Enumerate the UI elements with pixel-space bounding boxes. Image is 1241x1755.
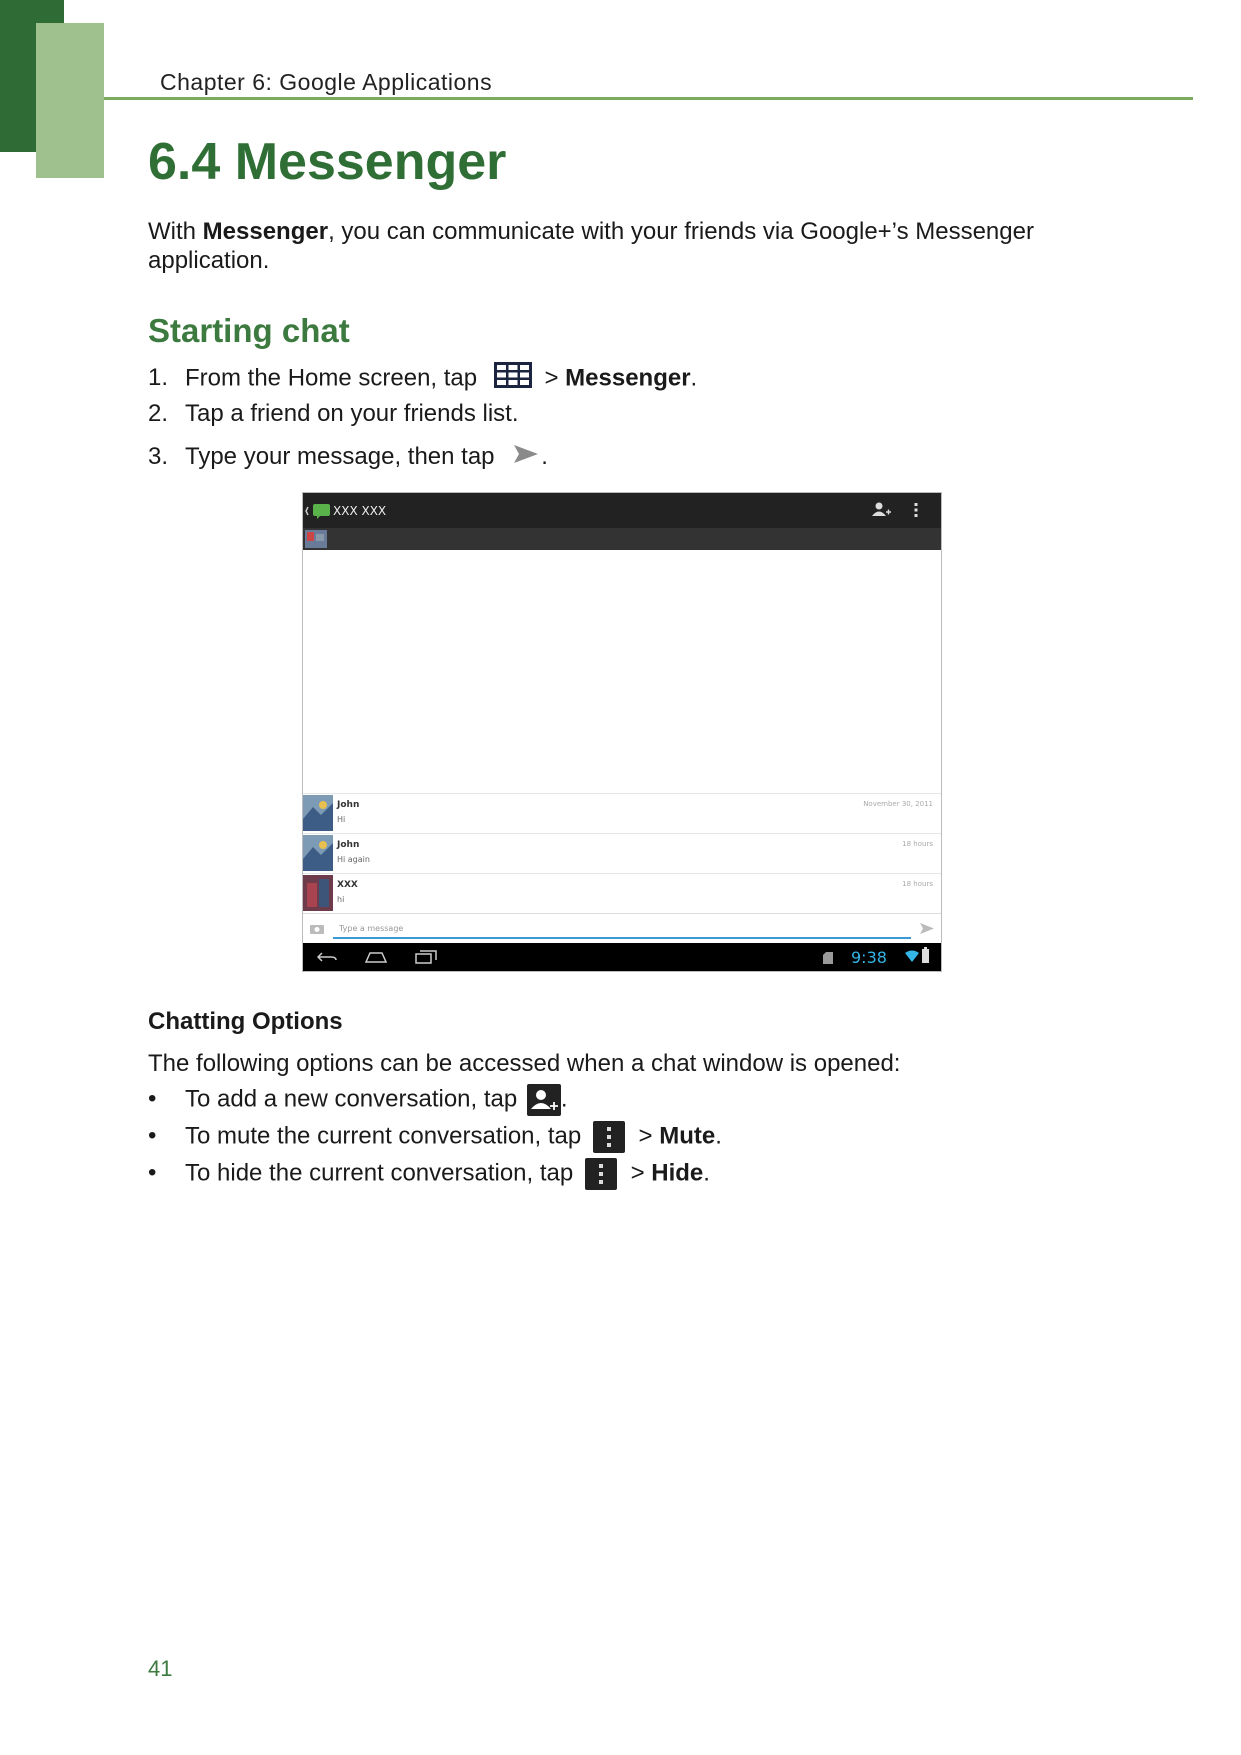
message-item[interactable]: John Hi November 30, 2011 — [303, 793, 941, 833]
bullet-mute-conversation: • To mute the current conversation, tap > Mute. — [148, 1121, 722, 1153]
back-icon[interactable] — [317, 951, 337, 963]
sd-card-icon — [823, 952, 833, 964]
header-rule — [104, 97, 1193, 100]
send-icon — [513, 443, 539, 473]
overflow-menu-icon — [593, 1121, 625, 1153]
participant-avatar — [305, 530, 327, 548]
battery-icon — [922, 947, 929, 963]
screenshot-action-bar — [303, 493, 941, 528]
page-title: 6.4 Messenger — [148, 133, 507, 191]
overflow-menu-icon — [913, 501, 919, 519]
add-person-icon — [871, 501, 891, 519]
chat-contact-title: XXX XXX — [333, 504, 387, 518]
bullet-add-conversation: • To add a new conversation, tap . — [148, 1084, 568, 1116]
add-person-icon — [527, 1084, 561, 1116]
messenger-app-icon — [305, 502, 331, 520]
messenger-screenshot — [302, 492, 942, 972]
step-2: 2. Tap a friend on your friends list. — [148, 400, 519, 427]
recent-apps-icon[interactable] — [415, 950, 437, 964]
system-nav-bar — [303, 943, 941, 971]
status-clock: 9:38 — [851, 948, 887, 967]
wifi-icon — [905, 950, 919, 962]
input-underline — [333, 937, 911, 939]
contact-avatar — [303, 795, 333, 831]
camera-icon[interactable] — [310, 923, 324, 934]
message-item[interactable]: XXX hi 18 hours — [303, 873, 941, 913]
contact-avatar — [303, 835, 333, 871]
starting-chat-heading: Starting chat — [148, 312, 350, 349]
home-icon[interactable] — [365, 951, 387, 963]
bullet-hide-conversation: • To hide the current conversation, tap > Hide. — [148, 1158, 710, 1190]
step-3: 3. Type your message, then tap . — [148, 442, 548, 473]
contact-avatar — [303, 875, 333, 911]
chapter-tab-light — [36, 23, 104, 178]
chatting-options-heading: Chatting Options — [148, 1008, 343, 1035]
overflow-menu-icon — [585, 1158, 617, 1190]
chapter-header: Chapter 6: Google Applications — [160, 69, 493, 95]
compose-bar — [303, 913, 941, 944]
step-1: 1. From the Home screen, tap > Messenger. — [148, 362, 697, 396]
send-icon[interactable] — [919, 922, 935, 935]
apps-grid-icon — [494, 362, 532, 396]
message-input[interactable]: Type a message — [339, 924, 404, 933]
page-number: 41 — [148, 1656, 173, 1681]
chatting-options-intro: The following options can be accessed when a chat window is opened: — [148, 1050, 901, 1077]
intro-paragraph: With Messenger, you can communicate with your friends via Google+’s Messenger application. — [148, 218, 1034, 274]
message-item[interactable]: John Hi again 18 hours — [303, 833, 941, 873]
screenshot-participants-bar — [303, 528, 941, 550]
